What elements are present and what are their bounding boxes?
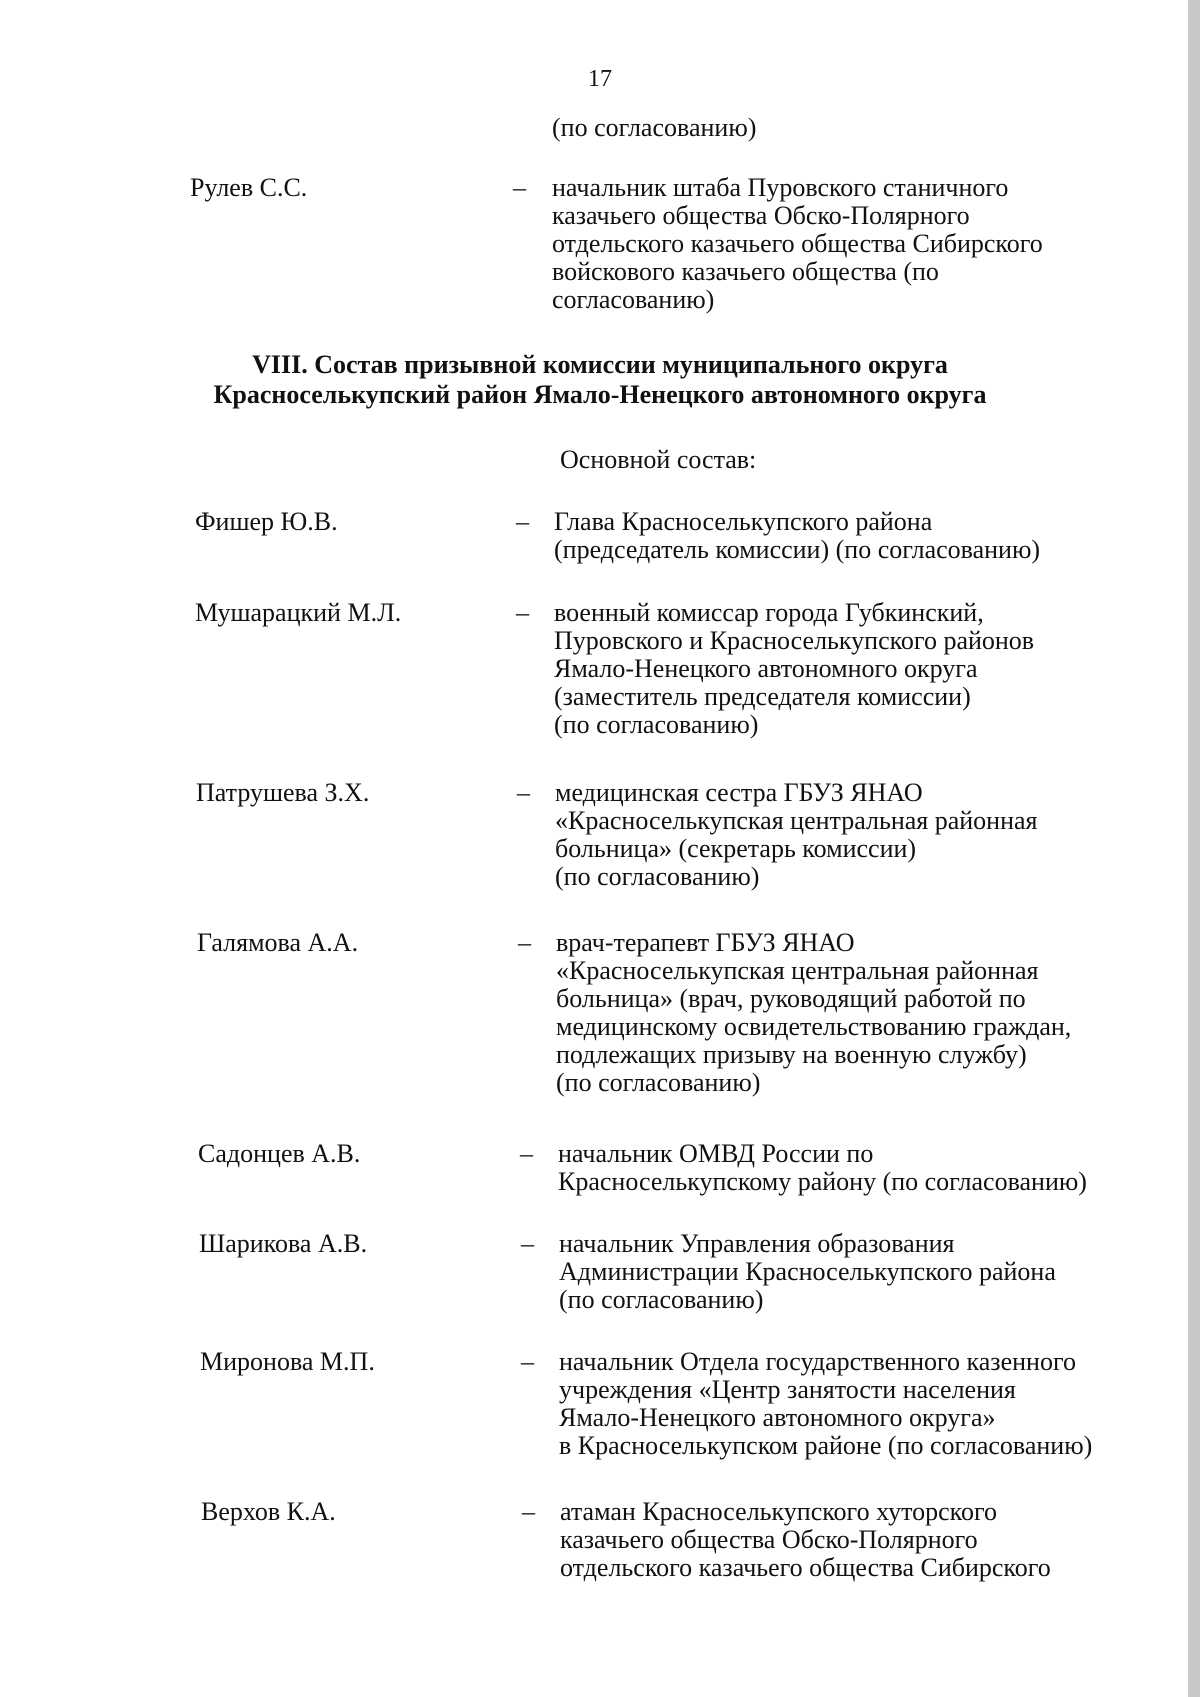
member-description: начальник Отдела государственного казенного учреждения «Центр занятости населения Ямало-Ненецкого автономного округа» в Красноселькупском районе (по согласованию) — [559, 1347, 1093, 1460]
member-description: военный комиссар города Губкинский, Пуровского и Красноселькупского районов Ямало-Ненецкого автономного округа (заместитель председателя комиссии) (по согласованию) — [554, 598, 1035, 739]
dash-separator: – — [513, 173, 526, 202]
member-name: Мушарацкий М.Л. — [195, 598, 402, 627]
member-name: Галямова А.А. — [197, 928, 359, 957]
scan-edge-strip — [1188, 0, 1200, 1697]
section-subheading: Основной состав: — [560, 445, 757, 474]
member-description: Глава Красноселькупского района (председатель комиссии) (по согласованию) — [554, 507, 1041, 564]
section-title-line-2: Красноселькупский район Ямало-Ненецкого автономного округа — [213, 380, 987, 409]
member-name: Садонцев А.В. — [198, 1139, 361, 1168]
dash-separator: – — [518, 928, 531, 957]
member-description: начальник ОМВД России по Красноселькупскому району (по согласованию) — [558, 1139, 1087, 1196]
dash-separator: – — [522, 1497, 535, 1526]
member-description: начальник штаба Пуровского станичного казачьего общества Обско-Полярного отдельского казачьего общества Сибирского войскового казачьего общества (по согласованию) — [552, 173, 1043, 314]
section-title-line-1: VIII. Состав призывной комиссии муниципального округа — [252, 350, 948, 379]
member-name: Верхов К.А. — [201, 1497, 336, 1526]
page-number: 17 — [588, 66, 612, 92]
member-name: Патрушева З.Х. — [196, 778, 370, 807]
member-description: врач-терапевт ГБУЗ ЯНАО «Красноселькупская центральная районная больница» (врач, руководящий работой по медицинскому освидетельствованию граждан, подлежащих призыву на военную службу) (по согласованию) — [556, 928, 1072, 1097]
dash-separator: – — [516, 598, 529, 627]
continued-description: (по согласованию) — [552, 113, 757, 142]
section-heading — [0, 350, 1200, 410]
dash-separator: – — [520, 1139, 533, 1168]
dash-separator: – — [517, 778, 530, 807]
dash-separator: – — [516, 507, 529, 536]
dash-separator: – — [521, 1347, 534, 1376]
member-name: Миронова М.П. — [200, 1347, 375, 1376]
member-description: атаман Красноселькупского хуторского казачьего общества Обско-Полярного отдельского казачьего общества Сибирского — [560, 1497, 1051, 1582]
member-description: медицинская сестра ГБУЗ ЯНАО «Красноселькупская центральная районная больница» (секретарь комиссии) (по согласованию) — [555, 778, 1038, 891]
member-name: Фишер Ю.В. — [195, 507, 338, 536]
member-name: Шарикова А.В. — [199, 1229, 368, 1258]
member-description: начальник Управления образования Администрации Красноселькупского района (по согласованию) — [559, 1229, 1056, 1314]
dash-separator: – — [521, 1229, 534, 1258]
member-name: Рулев С.С. — [190, 173, 308, 202]
